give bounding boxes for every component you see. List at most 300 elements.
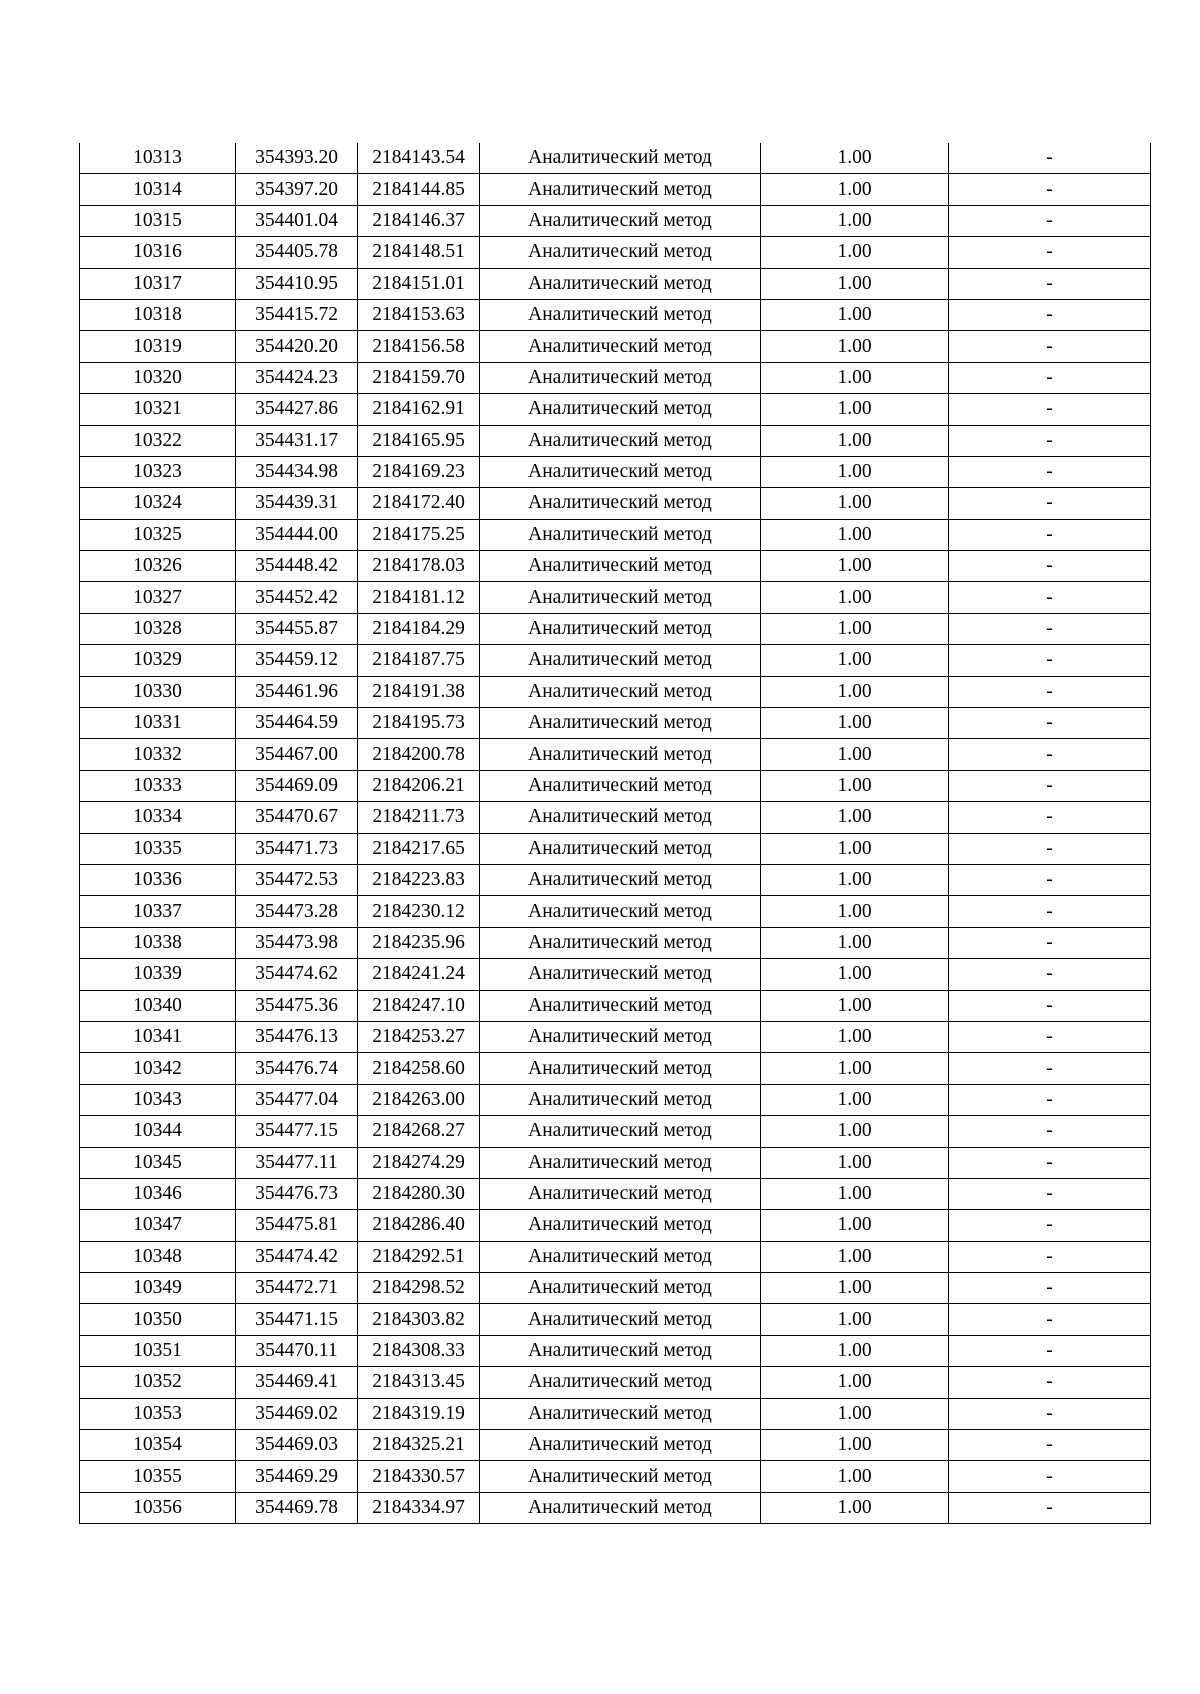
table-row	[80, 770, 1151, 801]
table-row	[80, 1147, 1151, 1178]
x-coordinate-cell: 354434.98	[236, 456, 358, 487]
accuracy-cell: 1.00	[761, 331, 949, 362]
y-coordinate-cell: 2184187.75	[358, 645, 480, 676]
point-number-cell: 10339	[80, 959, 236, 990]
method-cell: Аналитический метод	[480, 1021, 761, 1052]
method-cell: Аналитический метод	[480, 456, 761, 487]
method-cell: Аналитический метод	[480, 237, 761, 268]
method-cell: Аналитический метод	[480, 1116, 761, 1147]
note-cell: -	[949, 1367, 1151, 1398]
table-row	[80, 1492, 1151, 1523]
note-cell: -	[949, 143, 1151, 174]
method-cell: Аналитический метод	[480, 362, 761, 393]
point-number-cell: 10354	[80, 1430, 236, 1461]
method-cell: Аналитический метод	[480, 676, 761, 707]
point-number-cell: 10345	[80, 1147, 236, 1178]
table-row	[80, 488, 1151, 519]
x-coordinate-cell: 354461.96	[236, 676, 358, 707]
y-coordinate-cell: 2184169.23	[358, 456, 480, 487]
table-row	[80, 582, 1151, 613]
coordinates-table	[79, 143, 1151, 1524]
accuracy-cell: 1.00	[761, 1210, 949, 1241]
table-row	[80, 268, 1151, 299]
x-coordinate-cell: 354473.28	[236, 896, 358, 927]
method-cell: Аналитический метод	[480, 613, 761, 644]
point-number-cell: 10346	[80, 1178, 236, 1209]
y-coordinate-cell: 2184144.85	[358, 174, 480, 205]
note-cell: -	[949, 770, 1151, 801]
note-cell: -	[949, 362, 1151, 393]
point-number-cell: 10356	[80, 1492, 236, 1523]
accuracy-cell: 1.00	[761, 299, 949, 330]
y-coordinate-cell: 2184143.54	[358, 143, 480, 174]
method-cell: Аналитический метод	[480, 394, 761, 425]
accuracy-cell: 1.00	[761, 1241, 949, 1272]
point-number-cell: 10327	[80, 582, 236, 613]
table-row	[80, 1053, 1151, 1084]
point-number-cell: 10318	[80, 299, 236, 330]
note-cell: -	[949, 1430, 1151, 1461]
point-number-cell: 10325	[80, 519, 236, 550]
x-coordinate-cell: 354397.20	[236, 174, 358, 205]
accuracy-cell: 1.00	[761, 1116, 949, 1147]
point-number-cell: 10337	[80, 896, 236, 927]
method-cell: Аналитический метод	[480, 1273, 761, 1304]
table-row	[80, 1210, 1151, 1241]
table-row	[80, 519, 1151, 550]
x-coordinate-cell: 354477.11	[236, 1147, 358, 1178]
y-coordinate-cell: 2184268.27	[358, 1116, 480, 1147]
accuracy-cell: 1.00	[761, 488, 949, 519]
method-cell: Аналитический метод	[480, 205, 761, 236]
method-cell: Аналитический метод	[480, 833, 761, 864]
table-row	[80, 1430, 1151, 1461]
table-row	[80, 425, 1151, 456]
note-cell: -	[949, 1304, 1151, 1335]
method-cell: Аналитический метод	[480, 739, 761, 770]
y-coordinate-cell: 2184195.73	[358, 708, 480, 739]
y-coordinate-cell: 2184247.10	[358, 990, 480, 1021]
method-cell: Аналитический метод	[480, 174, 761, 205]
x-coordinate-cell: 354431.17	[236, 425, 358, 456]
accuracy-cell: 1.00	[761, 645, 949, 676]
table-row	[80, 1178, 1151, 1209]
note-cell: -	[949, 802, 1151, 833]
note-cell: -	[949, 488, 1151, 519]
method-cell: Аналитический метод	[480, 268, 761, 299]
method-cell: Аналитический метод	[480, 1461, 761, 1492]
table-row	[80, 143, 1151, 174]
note-cell: -	[949, 1053, 1151, 1084]
y-coordinate-cell: 2184241.24	[358, 959, 480, 990]
y-coordinate-cell: 2184191.38	[358, 676, 480, 707]
point-number-cell: 10316	[80, 237, 236, 268]
method-cell: Аналитический метод	[480, 1053, 761, 1084]
point-number-cell: 10322	[80, 425, 236, 456]
accuracy-cell: 1.00	[761, 237, 949, 268]
method-cell: Аналитический метод	[480, 582, 761, 613]
x-coordinate-cell: 354415.72	[236, 299, 358, 330]
table-row	[80, 174, 1151, 205]
note-cell: -	[949, 205, 1151, 236]
method-cell: Аналитический метод	[480, 1304, 761, 1335]
point-number-cell: 10341	[80, 1021, 236, 1052]
accuracy-cell: 1.00	[761, 990, 949, 1021]
table-row	[80, 802, 1151, 833]
method-cell: Аналитический метод	[480, 519, 761, 550]
note-cell: -	[949, 1116, 1151, 1147]
note-cell: -	[949, 1492, 1151, 1523]
y-coordinate-cell: 2184178.03	[358, 551, 480, 582]
x-coordinate-cell: 354474.42	[236, 1241, 358, 1272]
y-coordinate-cell: 2184235.96	[358, 927, 480, 958]
point-number-cell: 10355	[80, 1461, 236, 1492]
accuracy-cell: 1.00	[761, 959, 949, 990]
x-coordinate-cell: 354448.42	[236, 551, 358, 582]
note-cell: -	[949, 582, 1151, 613]
accuracy-cell: 1.00	[761, 362, 949, 393]
x-coordinate-cell: 354401.04	[236, 205, 358, 236]
point-number-cell: 10314	[80, 174, 236, 205]
note-cell: -	[949, 927, 1151, 958]
note-cell: -	[949, 394, 1151, 425]
y-coordinate-cell: 2184181.12	[358, 582, 480, 613]
y-coordinate-cell: 2184146.37	[358, 205, 480, 236]
note-cell: -	[949, 1147, 1151, 1178]
method-cell: Аналитический метод	[480, 1210, 761, 1241]
x-coordinate-cell: 354405.78	[236, 237, 358, 268]
x-coordinate-cell: 354469.29	[236, 1461, 358, 1492]
note-cell: -	[949, 613, 1151, 644]
note-cell: -	[949, 174, 1151, 205]
note-cell: -	[949, 833, 1151, 864]
point-number-cell: 10342	[80, 1053, 236, 1084]
x-coordinate-cell: 354471.15	[236, 1304, 358, 1335]
point-number-cell: 10338	[80, 927, 236, 958]
note-cell: -	[949, 1461, 1151, 1492]
table-row	[80, 896, 1151, 927]
method-cell: Аналитический метод	[480, 1084, 761, 1115]
note-cell: -	[949, 708, 1151, 739]
table-row	[80, 1304, 1151, 1335]
accuracy-cell: 1.00	[761, 205, 949, 236]
x-coordinate-cell: 354393.20	[236, 143, 358, 174]
y-coordinate-cell: 2184253.27	[358, 1021, 480, 1052]
point-number-cell: 10332	[80, 739, 236, 770]
point-number-cell: 10331	[80, 708, 236, 739]
x-coordinate-cell: 354469.41	[236, 1367, 358, 1398]
point-number-cell: 10315	[80, 205, 236, 236]
y-coordinate-cell: 2184230.12	[358, 896, 480, 927]
table-row	[80, 739, 1151, 770]
accuracy-cell: 1.00	[761, 896, 949, 927]
note-cell: -	[949, 425, 1151, 456]
y-coordinate-cell: 2184298.52	[358, 1273, 480, 1304]
table-row	[80, 959, 1151, 990]
point-number-cell: 10326	[80, 551, 236, 582]
y-coordinate-cell: 2184172.40	[358, 488, 480, 519]
note-cell: -	[949, 676, 1151, 707]
x-coordinate-cell: 354473.98	[236, 927, 358, 958]
table-row	[80, 1398, 1151, 1429]
table-row	[80, 1084, 1151, 1115]
x-coordinate-cell: 354471.73	[236, 833, 358, 864]
x-coordinate-cell: 354476.13	[236, 1021, 358, 1052]
method-cell: Аналитический метод	[480, 645, 761, 676]
y-coordinate-cell: 2184319.19	[358, 1398, 480, 1429]
accuracy-cell: 1.00	[761, 676, 949, 707]
method-cell: Аналитический метод	[480, 1398, 761, 1429]
note-cell: -	[949, 519, 1151, 550]
table-row	[80, 927, 1151, 958]
accuracy-cell: 1.00	[761, 1021, 949, 1052]
table-row	[80, 1335, 1151, 1366]
x-coordinate-cell: 354472.71	[236, 1273, 358, 1304]
accuracy-cell: 1.00	[761, 394, 949, 425]
accuracy-cell: 1.00	[761, 174, 949, 205]
y-coordinate-cell: 2184206.21	[358, 770, 480, 801]
x-coordinate-cell: 354459.12	[236, 645, 358, 676]
y-coordinate-cell: 2184165.95	[358, 425, 480, 456]
table-row	[80, 331, 1151, 362]
y-coordinate-cell: 2184223.83	[358, 864, 480, 895]
method-cell: Аналитический метод	[480, 770, 761, 801]
point-number-cell: 10329	[80, 645, 236, 676]
point-number-cell: 10353	[80, 1398, 236, 1429]
point-number-cell: 10324	[80, 488, 236, 519]
note-cell: -	[949, 1178, 1151, 1209]
y-coordinate-cell: 2184330.57	[358, 1461, 480, 1492]
method-cell: Аналитический метод	[480, 425, 761, 456]
note-cell: -	[949, 739, 1151, 770]
table-row	[80, 1241, 1151, 1272]
note-cell: -	[949, 1398, 1151, 1429]
point-number-cell: 10333	[80, 770, 236, 801]
method-cell: Аналитический метод	[480, 990, 761, 1021]
point-number-cell: 10320	[80, 362, 236, 393]
x-coordinate-cell: 354439.31	[236, 488, 358, 519]
x-coordinate-cell: 354424.23	[236, 362, 358, 393]
table-row	[80, 708, 1151, 739]
y-coordinate-cell: 2184263.00	[358, 1084, 480, 1115]
point-number-cell: 10313	[80, 143, 236, 174]
y-coordinate-cell: 2184292.51	[358, 1241, 480, 1272]
table-row	[80, 990, 1151, 1021]
method-cell: Аналитический метод	[480, 1147, 761, 1178]
y-coordinate-cell: 2184148.51	[358, 237, 480, 268]
accuracy-cell: 1.00	[761, 551, 949, 582]
y-coordinate-cell: 2184280.30	[358, 1178, 480, 1209]
note-cell: -	[949, 864, 1151, 895]
accuracy-cell: 1.00	[761, 927, 949, 958]
point-number-cell: 10328	[80, 613, 236, 644]
accuracy-cell: 1.00	[761, 1273, 949, 1304]
note-cell: -	[949, 268, 1151, 299]
point-number-cell: 10350	[80, 1304, 236, 1335]
accuracy-cell: 1.00	[761, 1178, 949, 1209]
note-cell: -	[949, 990, 1151, 1021]
accuracy-cell: 1.00	[761, 1492, 949, 1523]
note-cell: -	[949, 896, 1151, 927]
y-coordinate-cell: 2184334.97	[358, 1492, 480, 1523]
accuracy-cell: 1.00	[761, 833, 949, 864]
accuracy-cell: 1.00	[761, 143, 949, 174]
x-coordinate-cell: 354455.87	[236, 613, 358, 644]
x-coordinate-cell: 354472.53	[236, 864, 358, 895]
y-coordinate-cell: 2184162.91	[358, 394, 480, 425]
x-coordinate-cell: 354420.20	[236, 331, 358, 362]
point-number-cell: 10321	[80, 394, 236, 425]
note-cell: -	[949, 456, 1151, 487]
x-coordinate-cell: 354475.81	[236, 1210, 358, 1241]
table-row	[80, 1367, 1151, 1398]
table-row	[80, 1273, 1151, 1304]
y-coordinate-cell: 2184303.82	[358, 1304, 480, 1335]
table-row	[80, 551, 1151, 582]
point-number-cell: 10352	[80, 1367, 236, 1398]
method-cell: Аналитический метод	[480, 927, 761, 958]
x-coordinate-cell: 354475.36	[236, 990, 358, 1021]
table-row	[80, 613, 1151, 644]
x-coordinate-cell: 354477.04	[236, 1084, 358, 1115]
accuracy-cell: 1.00	[761, 1053, 949, 1084]
method-cell: Аналитический метод	[480, 1492, 761, 1523]
accuracy-cell: 1.00	[761, 708, 949, 739]
table-row	[80, 456, 1151, 487]
y-coordinate-cell: 2184313.45	[358, 1367, 480, 1398]
table-row	[80, 676, 1151, 707]
point-number-cell: 10335	[80, 833, 236, 864]
coordinates-table-body	[80, 143, 1151, 1524]
method-cell: Аналитический метод	[480, 802, 761, 833]
point-number-cell: 10330	[80, 676, 236, 707]
y-coordinate-cell: 2184325.21	[358, 1430, 480, 1461]
method-cell: Аналитический метод	[480, 1335, 761, 1366]
x-coordinate-cell: 354464.59	[236, 708, 358, 739]
x-coordinate-cell: 354474.62	[236, 959, 358, 990]
point-number-cell: 10317	[80, 268, 236, 299]
table-row	[80, 1461, 1151, 1492]
method-cell: Аналитический метод	[480, 143, 761, 174]
accuracy-cell: 1.00	[761, 268, 949, 299]
x-coordinate-cell: 354470.67	[236, 802, 358, 833]
note-cell: -	[949, 237, 1151, 268]
method-cell: Аналитический метод	[480, 488, 761, 519]
point-number-cell: 10343	[80, 1084, 236, 1115]
accuracy-cell: 1.00	[761, 456, 949, 487]
point-number-cell: 10344	[80, 1116, 236, 1147]
y-coordinate-cell: 2184175.25	[358, 519, 480, 550]
point-number-cell: 10340	[80, 990, 236, 1021]
accuracy-cell: 1.00	[761, 739, 949, 770]
note-cell: -	[949, 645, 1151, 676]
note-cell: -	[949, 551, 1151, 582]
accuracy-cell: 1.00	[761, 1335, 949, 1366]
table-row	[80, 205, 1151, 236]
note-cell: -	[949, 959, 1151, 990]
method-cell: Аналитический метод	[480, 551, 761, 582]
accuracy-cell: 1.00	[761, 864, 949, 895]
table-row	[80, 299, 1151, 330]
point-number-cell: 10347	[80, 1210, 236, 1241]
note-cell: -	[949, 1210, 1151, 1241]
x-coordinate-cell: 354467.00	[236, 739, 358, 770]
x-coordinate-cell: 354469.03	[236, 1430, 358, 1461]
note-cell: -	[949, 1273, 1151, 1304]
table-row	[80, 1021, 1151, 1052]
accuracy-cell: 1.00	[761, 613, 949, 644]
method-cell: Аналитический метод	[480, 1430, 761, 1461]
accuracy-cell: 1.00	[761, 519, 949, 550]
y-coordinate-cell: 2184156.58	[358, 331, 480, 362]
point-number-cell: 10349	[80, 1273, 236, 1304]
method-cell: Аналитический метод	[480, 864, 761, 895]
table-row	[80, 833, 1151, 864]
point-number-cell: 10336	[80, 864, 236, 895]
note-cell: -	[949, 1021, 1151, 1052]
note-cell: -	[949, 331, 1151, 362]
accuracy-cell: 1.00	[761, 582, 949, 613]
x-coordinate-cell: 354477.15	[236, 1116, 358, 1147]
point-number-cell: 10323	[80, 456, 236, 487]
note-cell: -	[949, 1335, 1151, 1366]
accuracy-cell: 1.00	[761, 1367, 949, 1398]
y-coordinate-cell: 2184308.33	[358, 1335, 480, 1366]
table-row	[80, 237, 1151, 268]
note-cell: -	[949, 1241, 1151, 1272]
accuracy-cell: 1.00	[761, 1398, 949, 1429]
method-cell: Аналитический метод	[480, 299, 761, 330]
method-cell: Аналитический метод	[480, 331, 761, 362]
point-number-cell: 10334	[80, 802, 236, 833]
method-cell: Аналитический метод	[480, 1178, 761, 1209]
point-number-cell: 10348	[80, 1241, 236, 1272]
x-coordinate-cell: 354469.09	[236, 770, 358, 801]
x-coordinate-cell: 354452.42	[236, 582, 358, 613]
note-cell: -	[949, 299, 1151, 330]
y-coordinate-cell: 2184200.78	[358, 739, 480, 770]
y-coordinate-cell: 2184286.40	[358, 1210, 480, 1241]
y-coordinate-cell: 2184211.73	[358, 802, 480, 833]
x-coordinate-cell: 354470.11	[236, 1335, 358, 1366]
method-cell: Аналитический метод	[480, 959, 761, 990]
x-coordinate-cell: 354476.74	[236, 1053, 358, 1084]
y-coordinate-cell: 2184258.60	[358, 1053, 480, 1084]
point-number-cell: 10319	[80, 331, 236, 362]
table-row	[80, 394, 1151, 425]
accuracy-cell: 1.00	[761, 1461, 949, 1492]
accuracy-cell: 1.00	[761, 1084, 949, 1115]
method-cell: Аналитический метод	[480, 708, 761, 739]
point-number-cell: 10351	[80, 1335, 236, 1366]
x-coordinate-cell: 354476.73	[236, 1178, 358, 1209]
y-coordinate-cell: 2184217.65	[358, 833, 480, 864]
x-coordinate-cell: 354410.95	[236, 268, 358, 299]
table-row	[80, 1116, 1151, 1147]
accuracy-cell: 1.00	[761, 1430, 949, 1461]
method-cell: Аналитический метод	[480, 1241, 761, 1272]
x-coordinate-cell: 354444.00	[236, 519, 358, 550]
y-coordinate-cell: 2184184.29	[358, 613, 480, 644]
accuracy-cell: 1.00	[761, 770, 949, 801]
x-coordinate-cell: 354469.02	[236, 1398, 358, 1429]
x-coordinate-cell: 354469.78	[236, 1492, 358, 1523]
y-coordinate-cell: 2184151.01	[358, 268, 480, 299]
method-cell: Аналитический метод	[480, 1367, 761, 1398]
table-row	[80, 362, 1151, 393]
note-cell: -	[949, 1084, 1151, 1115]
x-coordinate-cell: 354427.86	[236, 394, 358, 425]
